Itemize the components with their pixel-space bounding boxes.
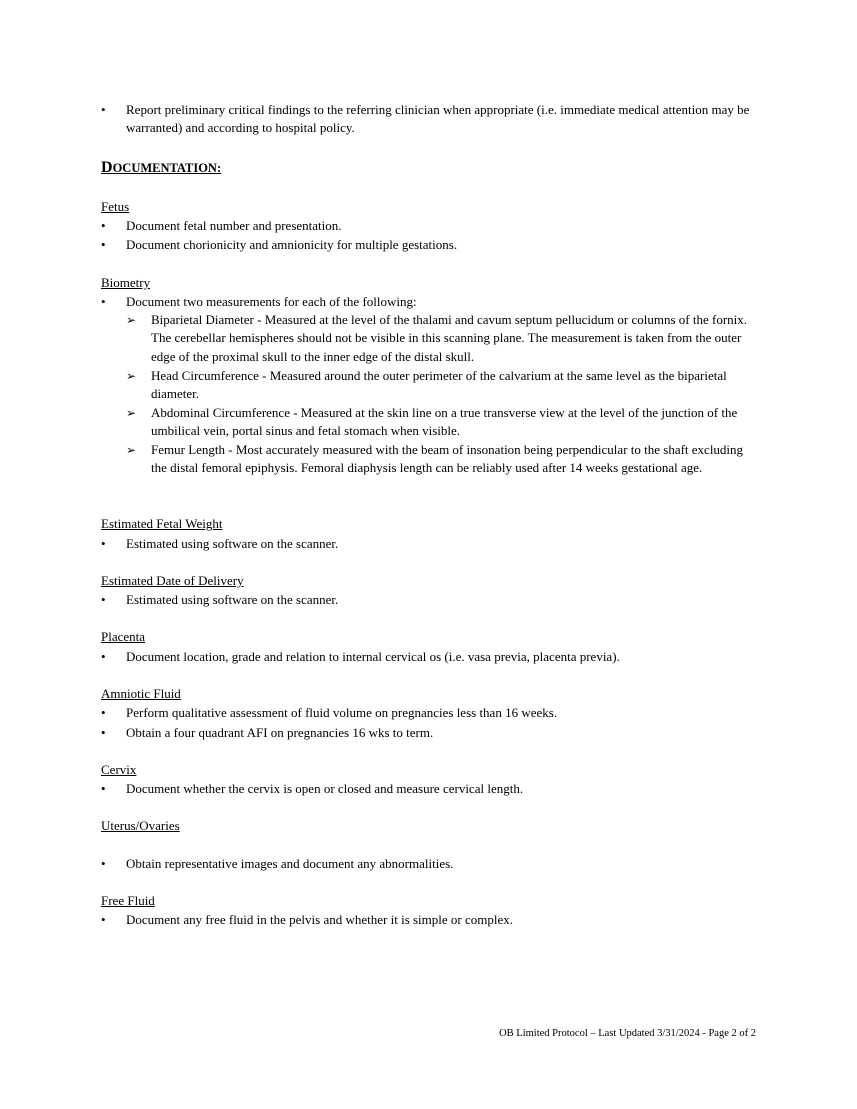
bullet-text: Document whether the cervix is open or closed and measure cervical length. bbox=[126, 781, 524, 796]
heading-amniotic-fluid: Amniotic Fluid bbox=[101, 686, 181, 701]
bullet-glyph: • bbox=[101, 218, 106, 233]
sub-item-text: Biparietal Diameter - Measured at the level of the thalami and cavum septum pellucidum or columns of the fornix. The cerebellar hemispheres should not be visible in this scanning plane. The measurement is taken from the outer edge of the proximal skull to the inner edge of the distal skull. bbox=[151, 312, 748, 364]
bullet-glyph: • bbox=[101, 237, 106, 252]
bullet-glyph: • bbox=[101, 725, 106, 740]
bullet-text: Document any free fluid in the pelvis and whether it is simple or complex. bbox=[126, 912, 514, 927]
bullet-text: Estimated using software on the scanner. bbox=[126, 536, 339, 551]
bullet-text: Estimated using software on the scanner. bbox=[126, 592, 339, 607]
sub-item-text: Femur Length - Most accurately measured with the beam of insonation being perpendicular to the shaft excluding the distal femoral epiphysis. Femoral diaphysis length can be reliably used after 14 weeks gestational age. bbox=[151, 442, 744, 476]
bullet-glyph: • bbox=[101, 912, 106, 927]
bullet-glyph: • bbox=[101, 856, 106, 871]
bullet-text: Obtain a four quadrant AFI on pregnancies 16 wks to term. bbox=[126, 725, 434, 740]
bullet-text: Obtain representative images and document any abnormalities. bbox=[126, 856, 454, 871]
bullet-text: Document two measurements for each of the following: bbox=[126, 294, 417, 309]
heading-free-fluid: Free Fluid bbox=[101, 893, 155, 908]
page-footer: OB Limited Protocol – Last Updated 3/31/2024 - Page 2 of 2 bbox=[499, 1028, 756, 1039]
heading-estimated-fetal-weight: Estimated Fetal Weight bbox=[101, 516, 223, 531]
bullet-glyph: • bbox=[101, 592, 106, 607]
sub-item-text: Head Circumference - Measured around the outer perimeter of the calvarium at the same level as the biparietal diameter. bbox=[151, 368, 727, 402]
bullet-glyph: • bbox=[101, 649, 106, 664]
sub-item-text: Abdominal Circumference - Measured at the skin line on a true transverse view at the level of the junction of the umbilical vein, portal sinus and fetal stomach when visible. bbox=[151, 405, 738, 439]
heading-fetus: Fetus bbox=[101, 199, 130, 214]
bullet-glyph: • bbox=[101, 705, 106, 720]
bullet-text: Report preliminary critical findings to the referring clinician when appropriate (i.e. immediate medical attention may be warranted) and according to hospital policy. bbox=[126, 102, 750, 135]
bullet-glyph: • bbox=[101, 781, 106, 796]
heading-cervix: Cervix bbox=[101, 762, 137, 777]
bullet-text: Document chorionicity and amnionicity for multiple gestations. bbox=[126, 237, 458, 252]
bullet-glyph: • bbox=[101, 294, 106, 309]
arrow-bullet-icon: ➢ bbox=[126, 443, 137, 457]
bullet-text: Perform qualitative assessment of fluid volume on pregnancies less than 16 weeks. bbox=[126, 705, 558, 720]
heading-biometry: Biometry bbox=[101, 275, 151, 290]
arrow-bullet-icon: ➢ bbox=[126, 406, 137, 420]
bullet-text: Document fetal number and presentation. bbox=[126, 218, 342, 233]
bullet-glyph: • bbox=[101, 536, 106, 551]
heading-estimated-date-of-delivery: Estimated Date of Delivery bbox=[101, 573, 244, 588]
section-title: DOCUMENTATION: bbox=[101, 159, 222, 176]
heading-placenta: Placenta bbox=[101, 629, 146, 644]
bullet-text: Document location, grade and relation to internal cervical os (i.e. vasa previa, placenta previa). bbox=[126, 649, 620, 664]
heading-uterus-ovaries: Uterus/Ovaries bbox=[101, 818, 180, 833]
arrow-bullet-icon: ➢ bbox=[126, 313, 137, 327]
bullet-glyph: • bbox=[101, 102, 106, 117]
arrow-bullet-icon: ➢ bbox=[126, 369, 137, 383]
